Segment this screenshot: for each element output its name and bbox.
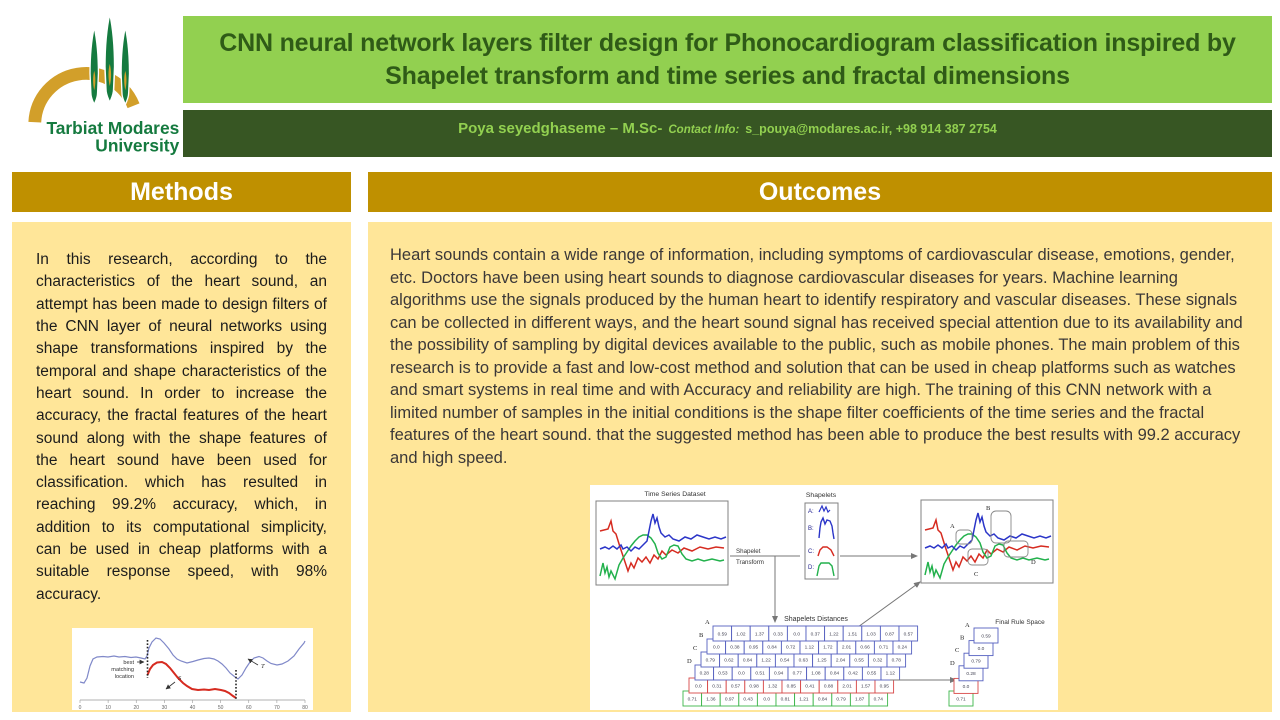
- svg-text:0.31: 0.31: [712, 684, 722, 690]
- poster-title-bar: [183, 16, 1272, 103]
- methods-heading: Methods: [12, 172, 351, 212]
- svg-text:50: 50: [217, 705, 224, 710]
- svg-text:1.36: 1.36: [706, 697, 716, 703]
- svg-text:0.57: 0.57: [730, 684, 741, 690]
- distances-label: Shapelets Distances: [784, 616, 848, 623]
- svg-text:20: 20: [133, 705, 140, 710]
- svg-text:0.0: 0.0: [962, 684, 970, 690]
- shapelet-S-line: [148, 662, 237, 698]
- svg-text:0.78: 0.78: [891, 658, 901, 664]
- final-rule-space-label: Final Rule Space: [995, 619, 1045, 626]
- svg-text:0.24: 0.24: [897, 645, 907, 651]
- svg-text:0.71: 0.71: [687, 697, 697, 703]
- contact-info-label: Contact Info:: [668, 124, 740, 136]
- svg-text:0.0: 0.0: [738, 671, 745, 677]
- shapelet-matching-chart: [72, 628, 313, 710]
- transform-label-2: Transform: [736, 559, 764, 566]
- shapelet-c-label: C:: [808, 549, 814, 555]
- svg-text:1.37: 1.37: [754, 632, 765, 638]
- dataset-label: Time Series Dataset: [644, 491, 706, 498]
- author-bar: [183, 110, 1272, 157]
- contact-info-value: s_pouya@modares.ac.ir, +98 914 387 2754: [745, 122, 997, 136]
- svg-text:0.98: 0.98: [749, 684, 759, 690]
- svg-text:0.72: 0.72: [786, 645, 796, 651]
- svg-text:0.28: 0.28: [966, 672, 976, 678]
- shapelet-transform-diagram-svg: [590, 485, 1058, 710]
- svg-text:1.51: 1.51: [847, 632, 858, 638]
- outcomes-heading: Outcomes: [368, 172, 1272, 212]
- svg-text:2.04: 2.04: [835, 658, 846, 664]
- svg-text:0.42: 0.42: [848, 671, 858, 677]
- svg-text:0.55: 0.55: [854, 658, 864, 664]
- svg-text:0.71: 0.71: [956, 697, 966, 703]
- svg-text:0.79: 0.79: [705, 658, 715, 664]
- svg-text:0.32: 0.32: [873, 658, 883, 664]
- university-logo-graphic: [22, 2, 182, 162]
- svg-text:0.63: 0.63: [798, 658, 808, 664]
- svg-text:0.71: 0.71: [879, 645, 889, 651]
- svg-text:0.95: 0.95: [748, 645, 759, 651]
- svg-text:1.25: 1.25: [817, 658, 827, 664]
- shapelets-label: Shapelets: [805, 492, 837, 499]
- svg-text:1.21: 1.21: [799, 697, 809, 703]
- svg-text:1.12: 1.12: [885, 671, 895, 677]
- svg-text:80: 80: [302, 705, 308, 710]
- svg-text:0.51: 0.51: [755, 671, 765, 677]
- outcomes-panel: [368, 222, 1272, 712]
- methods-text: In this research, according to the characteristics of the heart sound, an attempt has been made to design filters of the CNN layer of neural networks using shape transformations inspired by the temporal and shape characteristics of the heart sound. In order to increase the accuracy, the fractal features of the heart sound along with the shape features of the heart sound have been used for classification. which has resulted in reaching 99.2% accuracy, which, in addition to its computational simplicity, can be used in cheap platforms with a suitable response speed, with 98% accuracy.: [36, 251, 327, 603]
- svg-text:C: C: [955, 647, 960, 655]
- svg-text:0.85: 0.85: [786, 684, 796, 690]
- svg-text:1.22: 1.22: [761, 658, 771, 664]
- svg-text:0.77: 0.77: [792, 671, 802, 677]
- svg-text:0.0: 0.0: [977, 647, 985, 652]
- svg-text:0.53: 0.53: [718, 671, 728, 677]
- svg-text:70: 70: [274, 705, 280, 710]
- svg-text:1.03: 1.03: [866, 632, 876, 638]
- svg-text:0.84: 0.84: [817, 697, 828, 703]
- svg-text:0.84: 0.84: [767, 645, 777, 651]
- svg-text:0.43: 0.43: [743, 697, 753, 703]
- svg-text:0.0: 0.0: [793, 632, 801, 638]
- svg-text:0.94: 0.94: [774, 671, 784, 677]
- final-rule-space-stack: [949, 622, 998, 706]
- svg-text:A: A: [950, 523, 955, 530]
- svg-text:D: D: [687, 658, 692, 665]
- poster-title: CNN neural network layers filter design for Phonocardiogram classification inspired by Shapelet transform and time series and fractal dimensions: [219, 28, 1236, 90]
- svg-text:0: 0: [78, 705, 82, 710]
- shapelet-b-label: B:: [808, 526, 814, 532]
- svg-text:0.57: 0.57: [903, 632, 913, 638]
- svg-text:0.66: 0.66: [860, 645, 870, 651]
- svg-text:0.84: 0.84: [742, 658, 753, 664]
- svg-text:D: D: [1031, 559, 1036, 566]
- svg-text:0.84: 0.84: [829, 671, 840, 677]
- svg-text:0.55: 0.55: [867, 671, 877, 677]
- svg-text:0.88: 0.88: [823, 684, 834, 690]
- svg-text:1.72: 1.72: [823, 645, 833, 651]
- shapelets-distances-matrix: [683, 619, 918, 706]
- svg-text:B: B: [699, 632, 704, 639]
- matched-series-box: [921, 500, 1053, 583]
- svg-text:1.32: 1.32: [768, 684, 778, 690]
- svg-text:1.08: 1.08: [811, 671, 821, 677]
- university-logo: [22, 2, 182, 162]
- shapelet-a-label: A:: [808, 509, 814, 515]
- outcomes-text: Heart sounds contain a wide range of information, including symptoms of cardiovascular disease, emotions, gender, etc. Doctors have been using heart sounds to diagnose cardiovascular diseases for years. Machine learning algorithms use the signals produced by the human heart to identify respiratory and vascular diseases. These signals can be collected in different ways, and the heart sound signal has received special attention due to its availability and the possibility of sampling by digital devices available to the public, such as mobile phones. The main problem of this research is to provide a fast and low-cost method and solution that can be used in cheap platforms such as watches and smart systems in real time and with Accuracy and reliability are high. The training of this CNN network with a limited number of samples in the initial conditions is the shape filter coefficients of the time series and the fractal features of the heart sound. that the suggested method has been able to produce the best results with 99.2 accuracy and high speed.: [390, 246, 1243, 467]
- svg-text:0.59: 0.59: [717, 632, 727, 638]
- svg-text:C: C: [693, 645, 698, 652]
- svg-text:0.38: 0.38: [730, 645, 740, 651]
- time-series-dataset-box: [596, 501, 728, 585]
- svg-text:0.28: 0.28: [699, 671, 709, 677]
- svg-text:30: 30: [161, 705, 168, 710]
- label-S-arrow: [166, 682, 175, 689]
- label-T: T: [261, 663, 265, 670]
- svg-text:C: C: [974, 571, 979, 578]
- label-S: S: [178, 675, 182, 682]
- svg-text:B: B: [960, 634, 965, 642]
- svg-text:0.0: 0.0: [694, 684, 702, 690]
- svg-text:1.57: 1.57: [861, 684, 871, 690]
- methods-panel: [12, 222, 351, 712]
- logo-arch: [35, 73, 134, 122]
- distances-to-result-arrow: [858, 582, 920, 627]
- annotation-best: best: [123, 660, 134, 666]
- svg-text:1.02: 1.02: [736, 632, 746, 638]
- annotation-matching: matching: [111, 667, 134, 673]
- svg-text:0.54: 0.54: [780, 658, 790, 664]
- svg-text:0.33: 0.33: [773, 632, 783, 638]
- svg-text:0.62: 0.62: [724, 658, 734, 664]
- svg-text:0.87: 0.87: [885, 632, 895, 638]
- svg-text:2.01: 2.01: [842, 684, 852, 690]
- svg-text:0.59: 0.59: [981, 634, 991, 640]
- svg-text:60: 60: [245, 705, 252, 710]
- svg-text:1.87: 1.87: [855, 697, 865, 703]
- x-axis-ticks: [79, 700, 308, 710]
- svg-text:0.79: 0.79: [836, 697, 846, 703]
- shapelet-transform-diagram: [590, 485, 1058, 710]
- shapelet-matching-chart-svg: [72, 628, 313, 710]
- svg-text:A: A: [965, 622, 970, 629]
- shapelet-d-label: D:: [808, 565, 814, 571]
- svg-text:1.22: 1.22: [829, 632, 839, 638]
- svg-text:1.12: 1.12: [804, 645, 814, 651]
- svg-text:A: A: [705, 619, 710, 626]
- svg-text:0.41: 0.41: [805, 684, 815, 690]
- logo-text-line1: Tarbiat Modares: [46, 118, 180, 139]
- annotation-location: location: [114, 674, 134, 680]
- svg-text:40: 40: [189, 705, 196, 710]
- svg-text:0.74: 0.74: [873, 697, 883, 703]
- svg-text:10: 10: [105, 705, 111, 710]
- svg-text:2.01: 2.01: [841, 645, 852, 651]
- logo-trees: [90, 13, 129, 104]
- svg-text:0.97: 0.97: [724, 697, 735, 703]
- svg-text:0.95: 0.95: [879, 684, 889, 690]
- transform-label-1: Shapelet: [736, 548, 761, 555]
- svg-text:D: D: [950, 659, 955, 667]
- svg-text:0.79: 0.79: [971, 659, 981, 665]
- svg-text:0.37: 0.37: [810, 632, 820, 638]
- svg-text:0.0: 0.0: [763, 697, 771, 703]
- svg-text:B: B: [986, 505, 991, 512]
- svg-text:0.0: 0.0: [712, 645, 720, 651]
- author-name: Poya seyedghaseme – M.Sc-: [458, 120, 663, 137]
- svg-text:0.81: 0.81: [780, 697, 790, 703]
- logo-text-line2: University: [95, 135, 180, 156]
